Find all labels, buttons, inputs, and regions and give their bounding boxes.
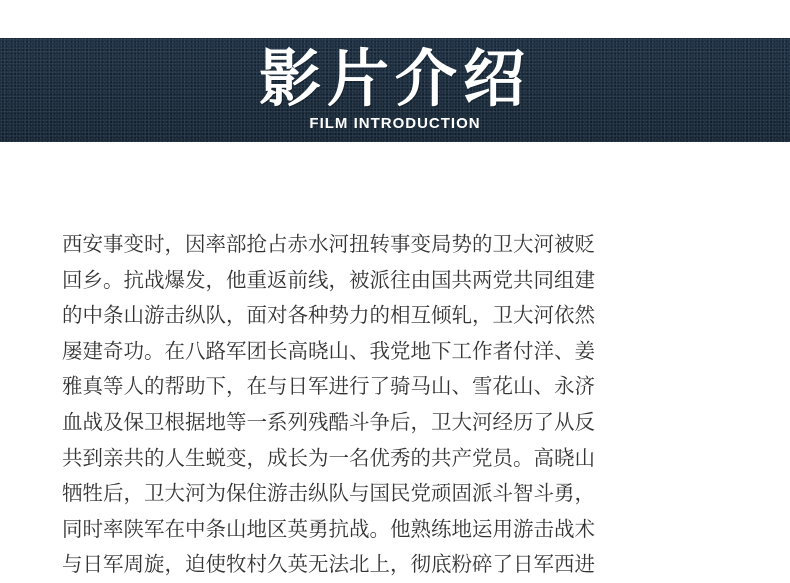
banner-title: 影片介绍 bbox=[258, 42, 531, 115]
film-introduction-banner bbox=[0, 38, 790, 142]
synopsis-line: 的中条山游击纵队，面对各种势力的相互倾轧，卫大河依然 bbox=[62, 303, 595, 328]
synopsis-line: 西安事变时，因率部抢占赤水河扭转事变局势的卫大河被贬 bbox=[62, 232, 595, 256]
synopsis-line: 屡建奇功。在八路军团长高晓山、我党地下工作者付洋、姜 bbox=[62, 338, 595, 363]
synopsis-line: 同时率陕军在中条山地区英勇抗战。他熟练地运用游击战术 bbox=[62, 516, 595, 541]
synopsis-line: 回乡。抗战爆发，他重返前线，被派往由国共两党共同组建 bbox=[62, 267, 595, 292]
banner-subtitle: FILM INTRODUCTION bbox=[309, 115, 481, 132]
synopsis-text bbox=[62, 227, 682, 583]
synopsis-line: 与日军周旋，迫使牧村久英无法北上，彻底粉碎了日军西进 bbox=[62, 552, 595, 577]
synopsis-line: 共到亲共的人生蜕变，成长为一名优秀的共产党员。高晓山 bbox=[62, 445, 595, 470]
synopsis-line: 血战及保卫根据地等一系列残酷斗争后，卫大河经历了从反 bbox=[62, 409, 595, 434]
synopsis-line: 牺牲后，卫大河为保住游击纵队与国民党顽固派斗智斗勇， bbox=[62, 481, 595, 506]
synopsis-line: 雅真等人的帮助下，在与日军进行了骑马山、雪花山、永济 bbox=[62, 374, 595, 399]
